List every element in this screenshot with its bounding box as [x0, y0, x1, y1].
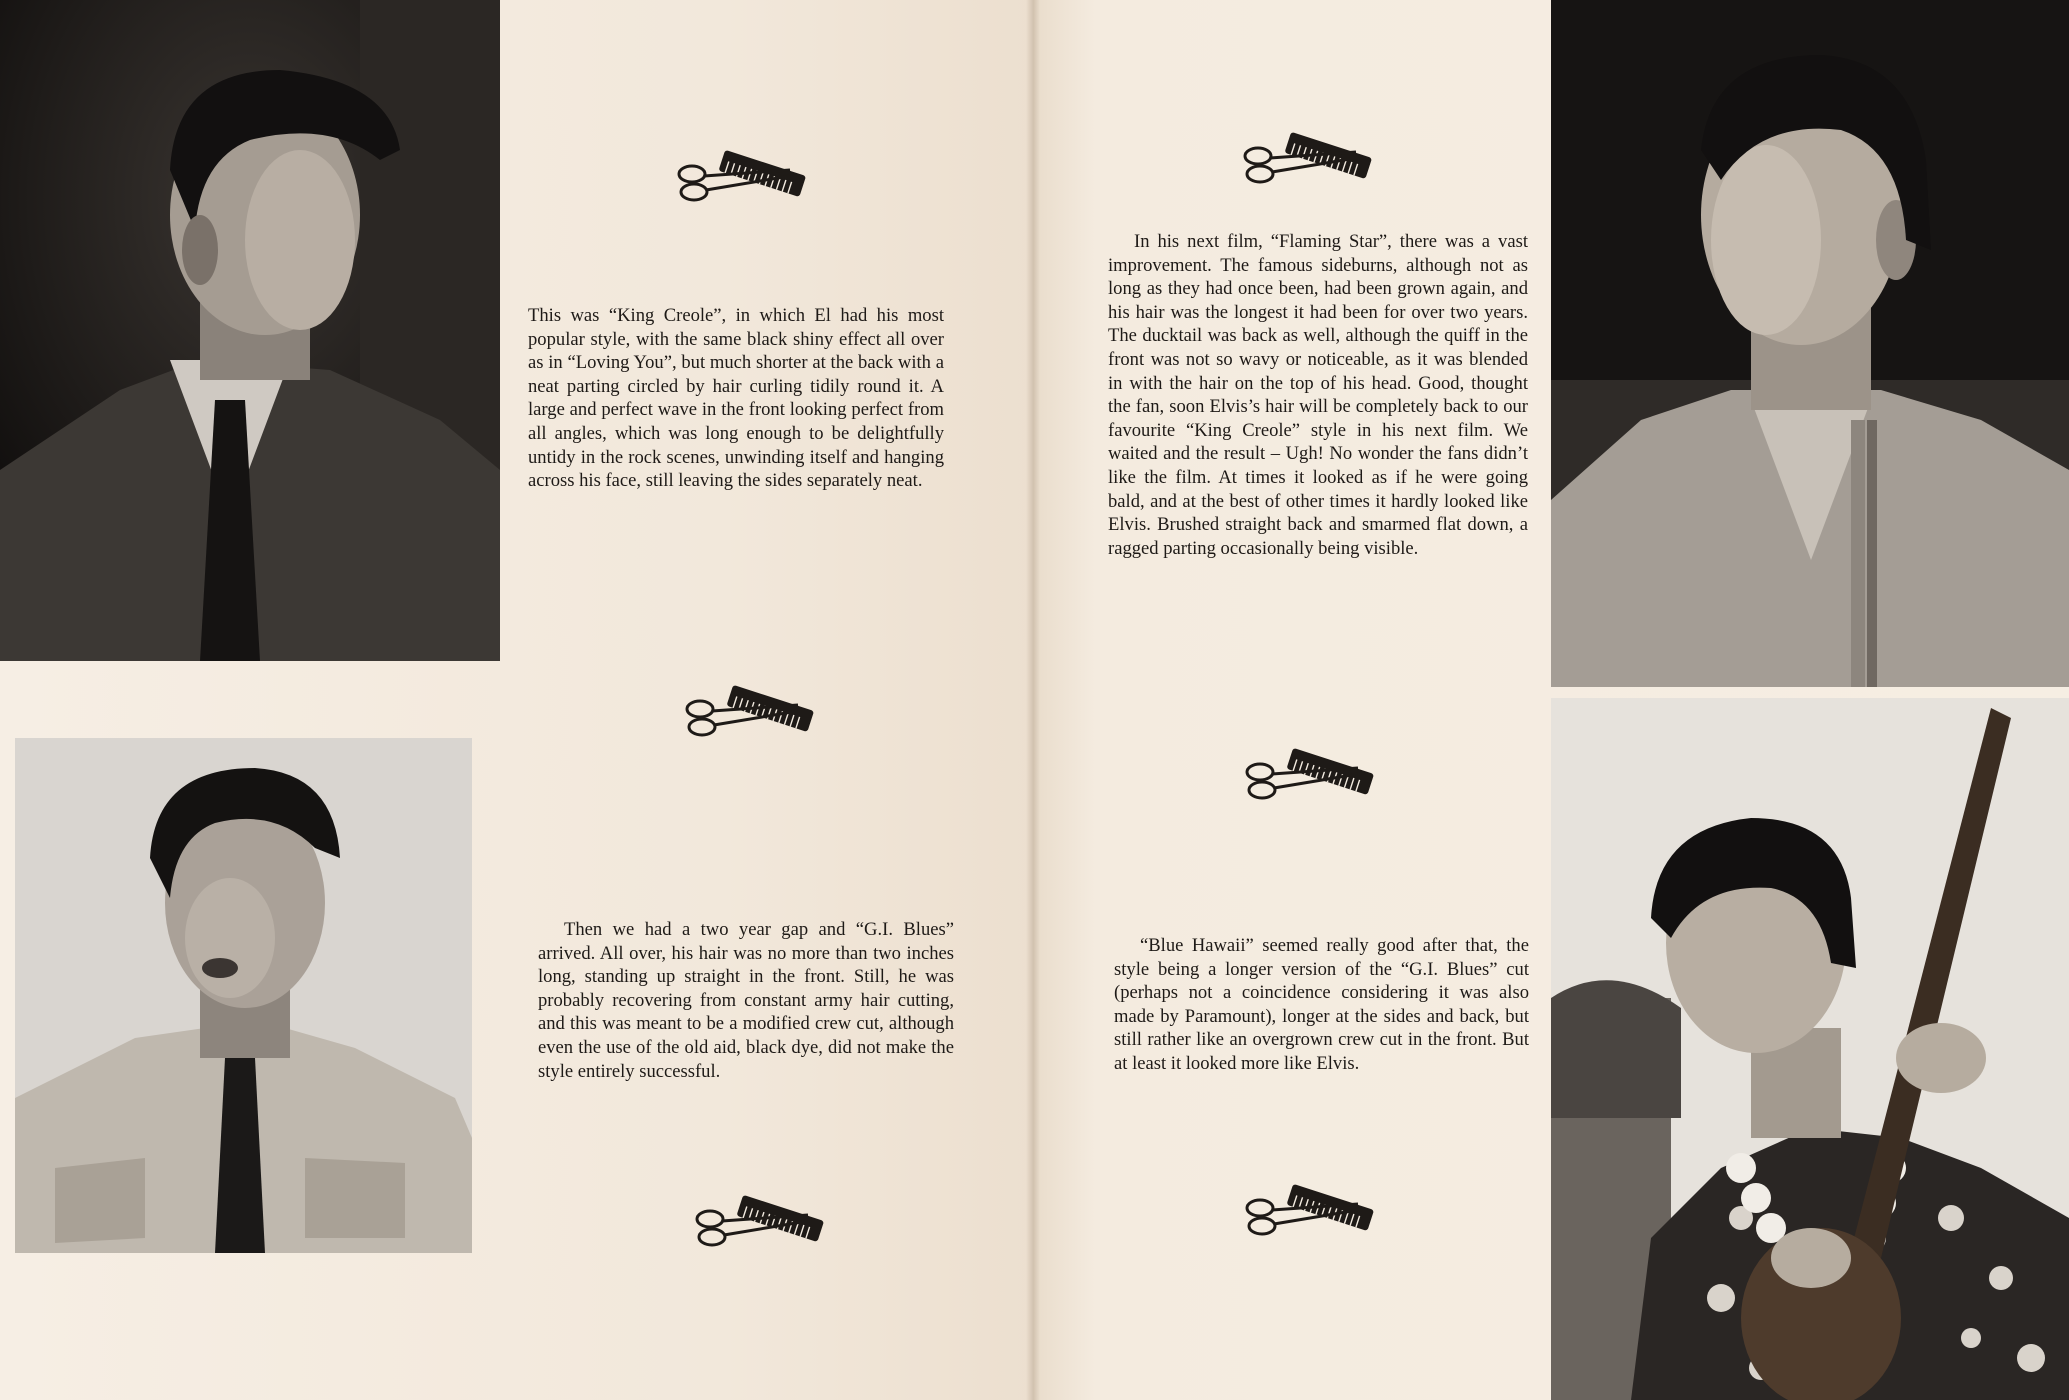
- photo-flaming-star: [1551, 0, 2069, 687]
- left-page: [0, 0, 1033, 1400]
- scissors-comb-icon: [1240, 738, 1390, 818]
- paragraph: Then we had a two year gap and “G.I. Blues” arrived. All over, his hair was no more than two inches long, standing up straight in the front. Still, he was probably recovering from constant army hair cutting, and this was meant to be a modified crew cut, although even the use of the old aid, black dye, did not make the style entirely successful.: [538, 919, 954, 1082]
- text-blue-hawaii: [1114, 934, 1529, 1076]
- paragraph: “Blue Hawaii” seemed really good after that, the style being a longer version of the “G.I. Blues” cut (perhaps not a coincidence considering it was also made by Paramount), longer at the sides and back, but still rather like an overgrown crew cut in the front. But at least it looked more like Elvis.: [1114, 935, 1529, 1074]
- text-king-creole: [528, 304, 944, 493]
- scissors-comb-icon: [672, 140, 822, 220]
- scissors-comb-icon: [1240, 1174, 1390, 1254]
- book-gutter: [1026, 0, 1040, 1400]
- text-flaming-star: [1108, 230, 1528, 560]
- photo-king-creole: [0, 0, 500, 661]
- scissors-comb-icon: [690, 1185, 840, 1265]
- photo-gi-blues: [15, 738, 472, 1253]
- scissors-comb-icon: [680, 675, 830, 755]
- photo-blue-hawaii: [1551, 698, 2069, 1400]
- paragraph: In his next film, “Flaming Star”, there was a vast improvement. The famous sideburns, although not as long as they had once been, had been grown again, and his hair was the longest it had been for over two years. The ducktail was back as well, although the quiff in the front was not so wavy or noticeable, as it was blended in with the hair on the top of his head. Good, thought the fan, soon Elvis’s hair will be completely back to our favourite “King Creole” style in his next film. We waited and the result – Ugh! No wonder the fans didn’t like the film. At times it looked as if he were going bald, and at the best of other times it hardly looked like Elvis. Brushed straight back and smarmed flat down, a ragged parting occasionally being visible.: [1108, 231, 1528, 559]
- text-gi-blues: [538, 918, 954, 1083]
- scissors-comb-icon: [1238, 122, 1388, 202]
- paragraph: This was “King Creole”, in which El had his most popular style, with the same black shiny effect all over as in “Loving You”, but much shorter at the back with a neat parting circled by hair curling tidily round it. A large and perfect wave in the front looking perfect from all angles, which was long enough to be delightfully untidy in the rock scenes, unwinding itself and hanging across his face, still leaving the sides separately neat.: [528, 305, 944, 492]
